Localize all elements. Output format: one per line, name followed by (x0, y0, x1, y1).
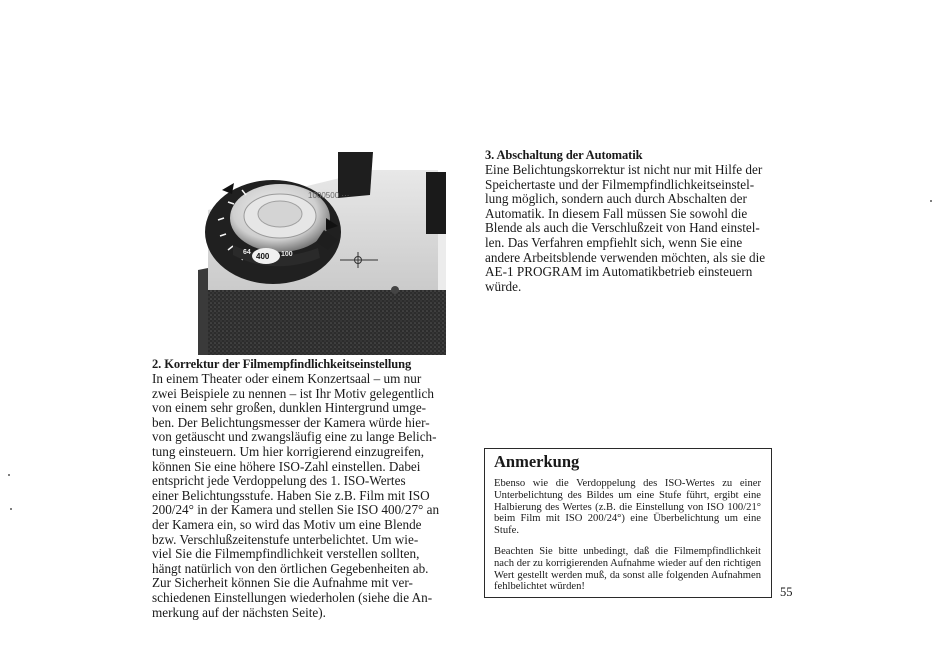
text-line: Blende als auch die Verschlußzeit von Hand einstel- (485, 220, 760, 236)
text-line: In einem Theater oder einem Konzertsaal – um nur (152, 371, 422, 386)
text-line: tung einsteuern. Um hier korrigierend einzugreifen, (152, 443, 425, 459)
iso-mark-100: 100 (281, 251, 293, 258)
text-line: würde. (485, 278, 522, 294)
text-line: ben. Der Belichtungsmesser der Kamera würde hier- (152, 414, 430, 430)
text-line: können Sie eine höhere ISO-Zahl einstellen. Dabei (152, 458, 421, 474)
text-line: von einem sehr großen, dunklen Hintergrund umge- (152, 400, 427, 416)
scan-speck (8, 474, 10, 476)
text-line: andere Arbeitsblende verwenden möchten, als sie die (485, 249, 766, 265)
text-line: von getäuscht und zwangsläufig eine zu lange Belich- (152, 429, 437, 445)
section-body (152, 372, 444, 620)
text-line: lung möglich, sondern auch durch Abschalten der (485, 191, 747, 207)
text-line: Zur Sicherheit können Sie die Aufnahme mit ver- (152, 575, 413, 591)
scan-speck (930, 200, 932, 202)
text-line: schiedenen Einstellungen wiederholen (siehe die An- (152, 589, 433, 605)
shutter-scale-marks: 1000500 ··· (308, 191, 350, 200)
iso-mark-64: 64 (243, 249, 251, 256)
text-line: Eine Belichtungskorrektur ist nicht nur mit Hilfe der (485, 162, 763, 177)
iso-mark-400: 400 (256, 252, 270, 261)
note-box (484, 448, 772, 598)
section-heading: 2. Korrektur der Filmempfindlichkeitseinstellung (152, 357, 412, 371)
text-line: Automatik. In diesem Fall müssen Sie sowohl die (485, 205, 748, 221)
text-line: len. Das Verfahren empfiehlt sich, wenn Sie eine (485, 234, 743, 250)
camera-dial-photo (198, 150, 446, 355)
section-filmempfindlichkeit (152, 357, 444, 620)
text-line: zwei Beispiele zu nennen – ist Ihr Motiv gelegentlich (152, 385, 434, 401)
text-line: Speichertaste und der Filmempfindlichkeitseinstel- (485, 176, 755, 192)
text-line: 200/24° in der Kamera und stellen Sie ISO 400/27° an (152, 502, 440, 518)
text-line: bzw. Verschlußzeitenstufe unterbelichtet. Um wie- (152, 531, 419, 547)
text-line: hängt natürlich von den örtlichen Gegebenheiten ab. (152, 560, 429, 576)
note-paragraph-1: Ebenso wie die Verdoppelung des ISO-Wertes zu einer Unterbelichtung des Bildes um eine Stufe führt, ergibt eine Halbierung des Wertes (z.B. die Einstellung von ISO 100/21° beim Film mit ISO 200/24°) eine Überbelichtung um eine Stufe. (494, 478, 761, 537)
page-number: 55 (780, 585, 793, 599)
text-line: einer Belichtungsstufe. Haben Sie z.B. Film mit ISO (152, 487, 430, 503)
section-heading: 3. Abschaltung der Automatik (485, 148, 643, 162)
text-line: merkung auf der nächsten Seite). (152, 604, 326, 620)
note-title: Anmerkung (494, 452, 580, 471)
section-abschaltung-automatik (485, 148, 777, 294)
text-line: entspricht jede Verdoppelung des 1. ISO-Wertes (152, 473, 406, 489)
text-line: viel Sie die Filmempfindlichkeit verstellen sollten, (152, 546, 420, 562)
section-body (485, 163, 777, 294)
text-line: der Kamera ein, so wird das Motiv um eine Blende (152, 516, 422, 532)
scan-speck (10, 508, 12, 510)
note-paragraph-2: Beachten Sie bitte unbedingt, daß die Filmempfindlichkeit nach der zu korrigierenden Aufnahme wieder auf den richtigen Wert gestellt werden muß, da sonst alle folgenden Aufnahmen fehlbelichtet würden! (494, 545, 761, 593)
text-line: AE-1 PROGRAM im Automatikbetrieb einsteuern (485, 264, 753, 280)
